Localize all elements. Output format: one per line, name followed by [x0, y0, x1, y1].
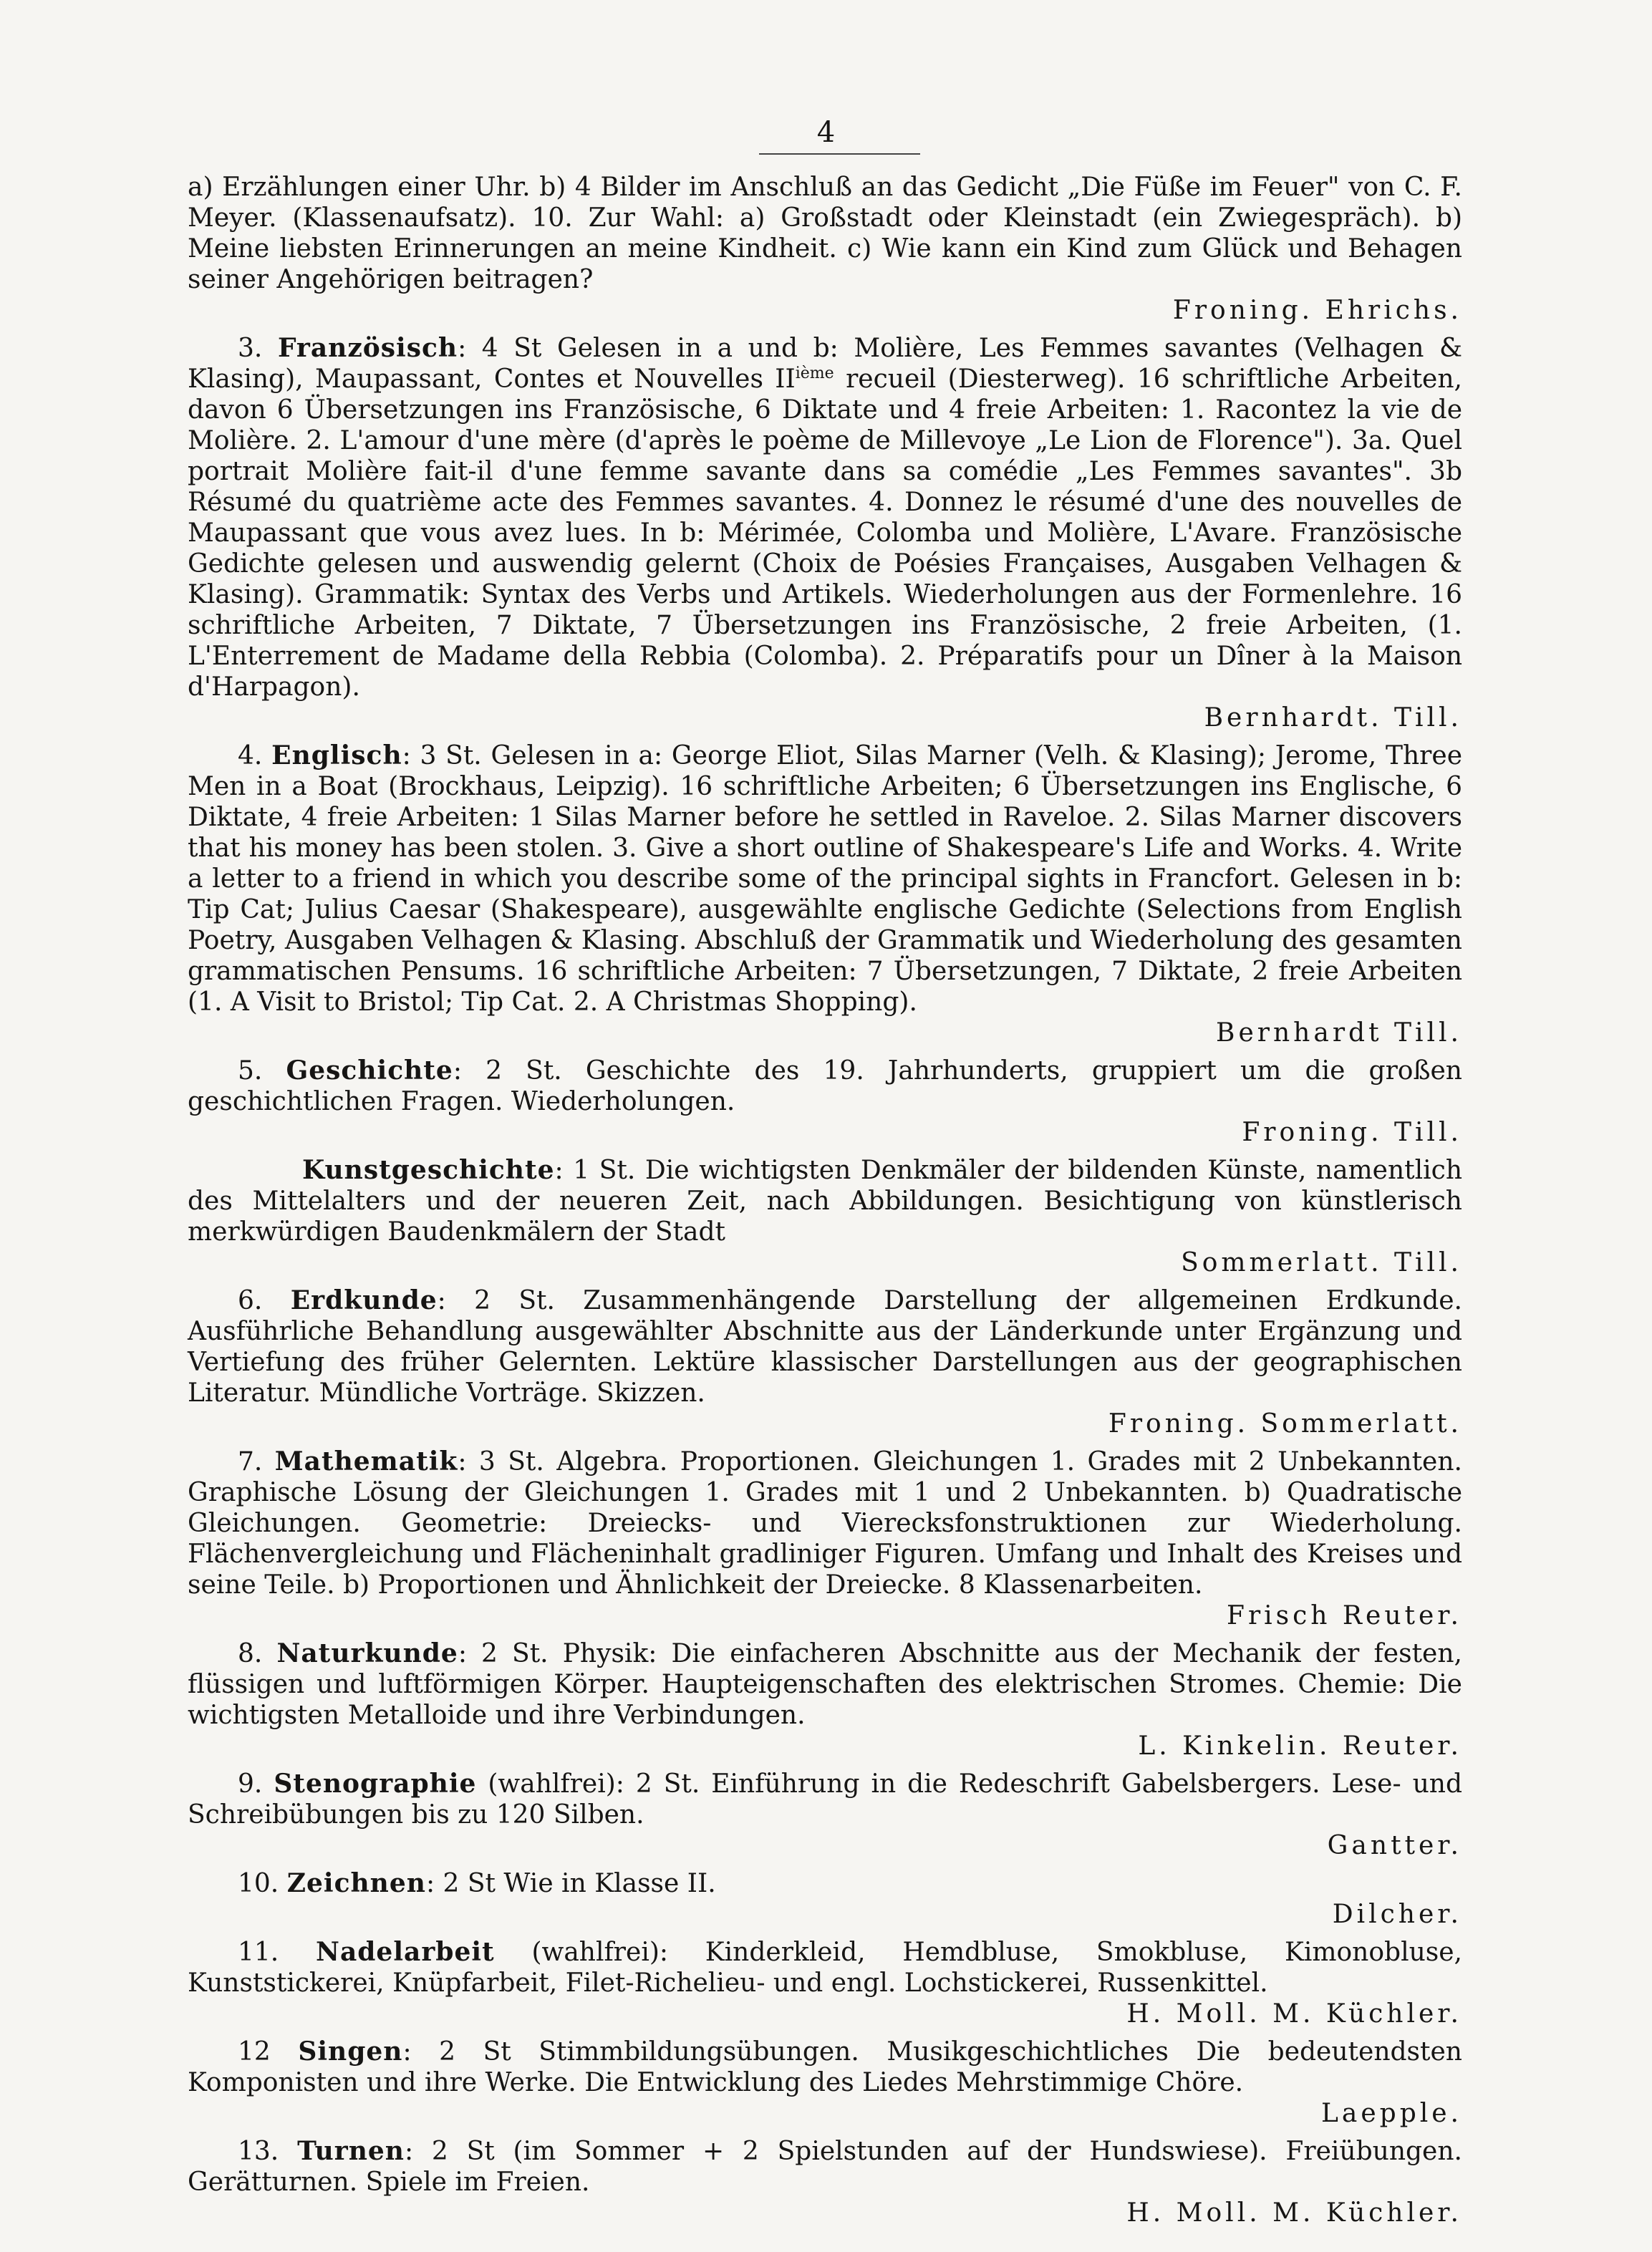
section-teachers: L. Kinkelin. Reuter.: [1138, 1731, 1462, 1761]
page-body: [188, 172, 1462, 2236]
header-rule: [759, 153, 920, 155]
section-drawing: [188, 1868, 1462, 1930]
section-number: 11.: [238, 1938, 279, 1967]
section-number: 6.: [238, 1286, 263, 1315]
section-number: 8.: [238, 1639, 263, 1668]
section-text: : 2 St. Physik: Die einfacheren Abschnitte aus der Mechanik der festen, flüssigen und luftförmigen Körper. Haupteigenschaften des elektrischen Stromes. Chemie: Die wichtigsten Metalloide und ihre Verbindungen.: [188, 1639, 1462, 1730]
intro-teachers: Froning. Ehrichs.: [1172, 296, 1462, 325]
section-geography: [188, 1285, 1462, 1439]
section-text: : 4 St Gelesen in a und b: Molière, Les Femmes savantes (Velhagen & Klasing), Maupassant, Contes et Nouvelles II: [188, 334, 1463, 394]
section-number: 5.: [238, 1056, 263, 1086]
section-number: 7.: [238, 1447, 263, 1477]
section-heading: Stenographie: [274, 1769, 477, 1799]
section-teachers: Dilcher.: [1332, 1900, 1462, 1929]
section-teachers: H. Moll. M. Küchler.: [1126, 1999, 1462, 2029]
section-heading: Naturkunde: [276, 1638, 458, 1668]
page-number: 4: [816, 116, 836, 149]
section-number: 9.: [238, 1769, 263, 1799]
section-natural-science: [188, 1638, 1462, 1762]
section-number: 12: [238, 2037, 271, 2067]
section-teachers: Froning. Till.: [1242, 1118, 1462, 1147]
section-number: 4.: [238, 741, 263, 770]
section-heading: Geschichte: [286, 1055, 453, 1086]
section-english: [188, 740, 1462, 1048]
section-text: : 2 St Wie in Klasse II.: [425, 1869, 716, 1898]
section-history: [188, 1055, 1462, 1148]
section-text: (wahlfrei): 2 St. Einführung in die Redeschrift Gabelsbergers. Lese- und Schreibübungen bis zu 120 Silben.: [188, 1769, 1462, 1830]
section-art-history: [188, 1155, 1462, 1278]
section-text: : 2 St Stimmbildungsübungen. Musikgeschichtliches Die bedeutendsten Komponisten und ihre Werke. Die Entwicklung des Liedes Mehrstimmige Chöre.: [188, 2037, 1462, 2097]
section-teachers: Bernhardt. Till.: [1204, 703, 1462, 733]
section-teachers: H. Moll. M. Küchler.: [1126, 2198, 1462, 2228]
section-text: : 3 St. Algebra. Proportionen. Gleichungen 1. Grades mit 2 Unbekannten. Graphische Lösung der Gleichungen 1. Grades mit 1 und 2 Unbekannten. b) Quadratische Gleichungen. Geometrie: Dreiecks- und Vierecksfonstruktionen zur Wiederholung. Flächenvergleichung und Flächeninhalt gradliniger Figuren. Umfang und Inhalt des Kreises und seine Teile. b) Proportionen und Ähnlichkeit der Dreiecke. 8 Klassenarbeiten.: [188, 1447, 1462, 1600]
section-number: 3.: [238, 334, 263, 363]
section-heading: Mathematik: [274, 1446, 458, 1477]
section-teachers: Frisch Reuter.: [1226, 1601, 1462, 1630]
section-text: : 2 St (im Sommer + 2 Spielstunden auf der Hundswiese). Freiübungen. Gerätturnen. Spiele im Freien.: [188, 2137, 1462, 2197]
section-mathematics: [188, 1446, 1462, 1631]
section-heading: Zeichnen: [286, 1868, 426, 1898]
section-text: : 1 St. Die wichtigsten Denkmäler der bildenden Künste, namentlich des Mittelalters und der neueren Zeit, nach Abbildungen. Besichtigung von künstlerisch merkwürdigen Baudenkmälern der Stadt: [188, 1156, 1462, 1247]
section-heading: Kunstgeschichte: [302, 1155, 555, 1185]
section-teachers: Gantter.: [1327, 1831, 1462, 1860]
section-singing: [188, 2036, 1462, 2129]
section-heading: Erdkunde: [290, 1285, 438, 1315]
section-text: (wahlfrei): Kinderkleid, Hemdbluse, Smokbluse, Kimonobluse, Kunststickerei, Knüpfarbeit, Filet-Richelieu- und engl. Lochstickerei, Russenkittel.: [188, 1938, 1462, 1998]
section-heading: Nadelarbeit: [316, 1937, 495, 1967]
section-teachers: Sommerlatt. Till.: [1181, 1248, 1462, 1277]
intro-text: a) Erzählungen einer Uhr. b) 4 Bilder im Anschluß an das Gedicht „Die Füße im Feuer" von C. F. Meyer. (Klassenaufsatz). 10. Zur Wahl: a) Großstadt oder Kleinstadt (ein Zwiegespräch). b) Meine liebsten Erinnerungen an meine Kindheit. c) Wie kann ein Kind zum Glück und Behagen seiner Angehörigen beitragen?: [188, 173, 1462, 294]
section-text: : 3 St. Gelesen in a: George Eliot, Silas Marner (Velh. & Klasing); Jerome, Three Men in a Boat (Brockhaus, Leipzig). 16 schriftliche Arbeiten; 6 Übersetzungen ins Englische, 6 Diktate, 4 freie Arbeiten: 1 Silas Marner before he settled in Raveloe. 2. Silas Marner discovers that his money has been stolen. 3. Give a short outline of Shakespeare's Life and Works. 4. Write a letter to a friend in which you describe some of the principal sights in Francfort. Gelesen in b: Tip Cat; Julius Caesar (Shakespeare), ausgewählte englische Gedichte (Selections from English Poetry, Ausgaben Velhagen & Klasing. Abschluß der Grammatik und Wiederholung des gesamten grammatischen Pensums. 16 schriftliche Arbeiten: 7 Übersetzungen, 7 Diktate, 2 freie Arbeiten (1. A Visit to Bristol; Tip Cat. 2. A Christmas Shopping).: [188, 741, 1462, 1017]
section-teachers: Laepple.: [1320, 2099, 1462, 2128]
section-teachers: Froning. Sommerlatt.: [1108, 1409, 1462, 1439]
section-heading: Singen: [298, 2036, 403, 2067]
section-gymnastics: [188, 2136, 1462, 2228]
section-heading: Englisch: [271, 740, 402, 770]
section-number: 10.: [238, 1869, 279, 1898]
section-heading: Französisch: [277, 333, 458, 363]
section-french: [188, 333, 1462, 733]
section-teachers: Bernhardt Till.: [1216, 1018, 1462, 1048]
section-stenography: [188, 1769, 1462, 1861]
section-text: : 2 St. Zusammenhängende Darstellung der allgemeinen Erdkunde. Ausführliche Behandlung ausgewählter Abschnitte aus der Länderkunde unter Ergänzung und Vertiefung des früher Gelernten. Lektüre klassischer Darstellungen aus der geographischen Literatur. Mündliche Vorträge. Skizzen.: [188, 1286, 1462, 1408]
section-text-continued: recueil (Diesterweg). 16 schriftliche Arbeiten, davon 6 Übersetzungen ins Französische, 6 Diktate und 4 freie Arbeiten: 1. Racontez la vie de Molière. 2. L'amour d'une mère (d'après le poème de Millevoye „Le Lion de Florence"). 3a. Quel portrait Molière fait-il d'une femme savante dans sa comédie „Les Femmes savantes". 3b Résumé du quatrième acte des Femmes savantes. 4. Donnez le résumé d'une des nouvelles de Maupassant que vous avez lues. In b: Mérimée, Colomba und Molière, L'Avare. Französische Gedichte gelesen und auswendig gelernt (Choix de Poésies Françaises, Ausgaben Velhagen & Klasing). Grammatik: Syntax des Verbs und Artikels. Wiederholungen aus der Formenlehre. 16 schriftliche Arbeiten, 7 Diktate, 7 Übersetzungen ins Französische, 2 freie Arbeiten, (1. L'Enterrement de Madame della Rebbia (Colomba). 2. Préparatifs pour un Dîner à la Maison d'Harpagon).: [188, 364, 1462, 702]
section-needlework: [188, 1937, 1462, 2029]
superscript-ieme: ième: [795, 364, 834, 382]
intro-paragraph: [188, 172, 1462, 326]
section-heading: Turnen: [297, 2136, 405, 2166]
section-number: 13.: [238, 2137, 279, 2166]
section-text: : 2 St. Geschichte des 19. Jahrhunderts, gruppiert um die großen geschichtlichen Fragen. Wiederholungen.: [188, 1056, 1462, 1116]
